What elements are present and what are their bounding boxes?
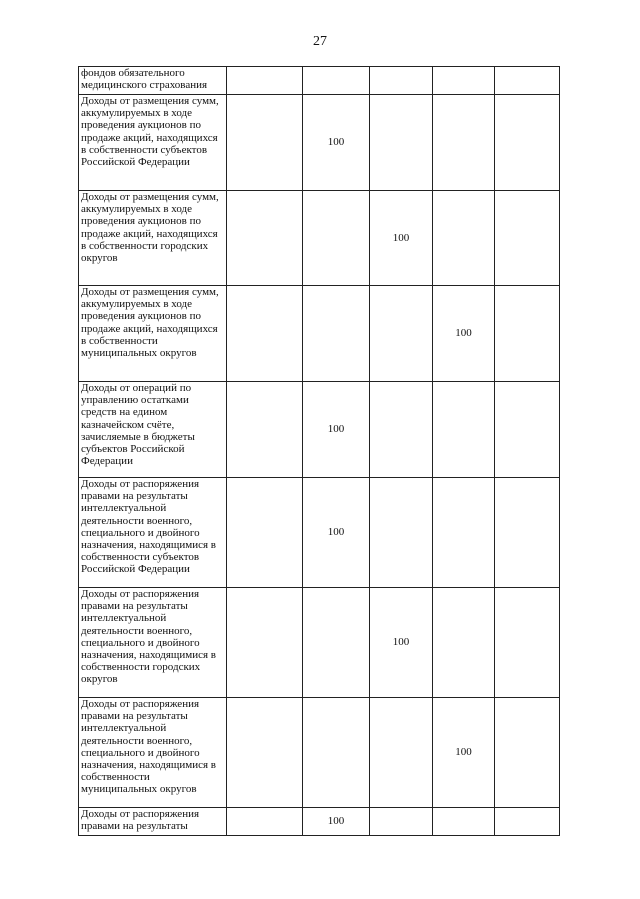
revenue-name-cell: Доходы от операций по управлению остатками средств на едином казначейском счёте, зачисляемые в бюджеты субъектов Российской Федерации <box>79 382 227 478</box>
value-cell <box>495 67 560 95</box>
revenue-name-cell: Доходы от размещения сумм, аккумулируемых в ходе проведения аукционов по продаже акций, находящихся в собственности субъектов Российской Федерации <box>79 95 227 191</box>
value-cell <box>495 95 560 191</box>
value-cell <box>227 478 303 588</box>
value-cell <box>495 191 560 286</box>
value-cell <box>227 191 303 286</box>
value-cell <box>227 698 303 808</box>
value-cell <box>303 588 370 698</box>
revenue-name-cell: Доходы от распоряжения правами на результаты интеллектуальной деятельности военного, специального и двойного назначения, находящимися в собственности муниципальных округов <box>79 698 227 808</box>
value-cell <box>370 95 433 191</box>
table-row <box>79 191 560 286</box>
value-cell <box>495 808 560 836</box>
value-cell <box>303 698 370 808</box>
value-cell: 100 <box>303 95 370 191</box>
value-cell: 100 <box>370 588 433 698</box>
value-cell <box>433 95 495 191</box>
revenue-name-cell: Доходы от распоряжения правами на результаты интеллектуальной деятельности военного, специального и двойного назначения, находящимися в собственности субъектов Российской Федерации <box>79 478 227 588</box>
value-cell <box>495 286 560 382</box>
table-row <box>79 808 560 836</box>
value-cell <box>303 286 370 382</box>
value-cell <box>495 382 560 478</box>
table-body <box>79 67 560 836</box>
value-cell <box>433 191 495 286</box>
table-row <box>79 478 560 588</box>
value-cell: 100 <box>370 191 433 286</box>
table-row <box>79 382 560 478</box>
value-cell <box>370 67 433 95</box>
value-cell <box>433 382 495 478</box>
value-cell <box>303 191 370 286</box>
value-cell <box>227 382 303 478</box>
value-cell <box>495 478 560 588</box>
value-cell <box>433 588 495 698</box>
revenue-name-cell: Доходы от распоряжения правами на результаты <box>79 808 227 836</box>
value-cell <box>433 478 495 588</box>
value-cell <box>227 286 303 382</box>
table-row <box>79 588 560 698</box>
value-cell <box>495 698 560 808</box>
value-cell <box>227 808 303 836</box>
value-cell <box>227 67 303 95</box>
value-cell <box>370 808 433 836</box>
value-cell <box>433 67 495 95</box>
value-cell <box>370 698 433 808</box>
table-row <box>79 698 560 808</box>
revenue-name-cell: Доходы от размещения сумм, аккумулируемых в ходе проведения аукционов по продаже акций, находящихся в собственности городских округов <box>79 191 227 286</box>
revenue-distribution-table <box>78 66 560 836</box>
value-cell <box>370 286 433 382</box>
value-cell <box>227 588 303 698</box>
value-cell <box>227 95 303 191</box>
table-row <box>79 286 560 382</box>
value-cell: 100 <box>303 478 370 588</box>
value-cell: 100 <box>303 382 370 478</box>
value-cell <box>495 588 560 698</box>
table-row <box>79 67 560 95</box>
value-cell <box>433 808 495 836</box>
value-cell <box>370 382 433 478</box>
value-cell: 100 <box>303 808 370 836</box>
revenue-name-cell: фондов обязательного медицинского страхования <box>79 67 227 95</box>
table-row <box>79 95 560 191</box>
revenue-name-cell: Доходы от распоряжения правами на результаты интеллектуальной деятельности военного, специального и двойного назначения, находящимися в собственности городских округов <box>79 588 227 698</box>
page-number: 27 <box>313 34 327 49</box>
value-cell <box>370 478 433 588</box>
value-cell: 100 <box>433 698 495 808</box>
value-cell <box>303 67 370 95</box>
revenue-name-cell: Доходы от размещения сумм, аккумулируемых в ходе проведения аукционов по продаже акций, находящихся в собственности муниципальных округов <box>79 286 227 382</box>
value-cell: 100 <box>433 286 495 382</box>
